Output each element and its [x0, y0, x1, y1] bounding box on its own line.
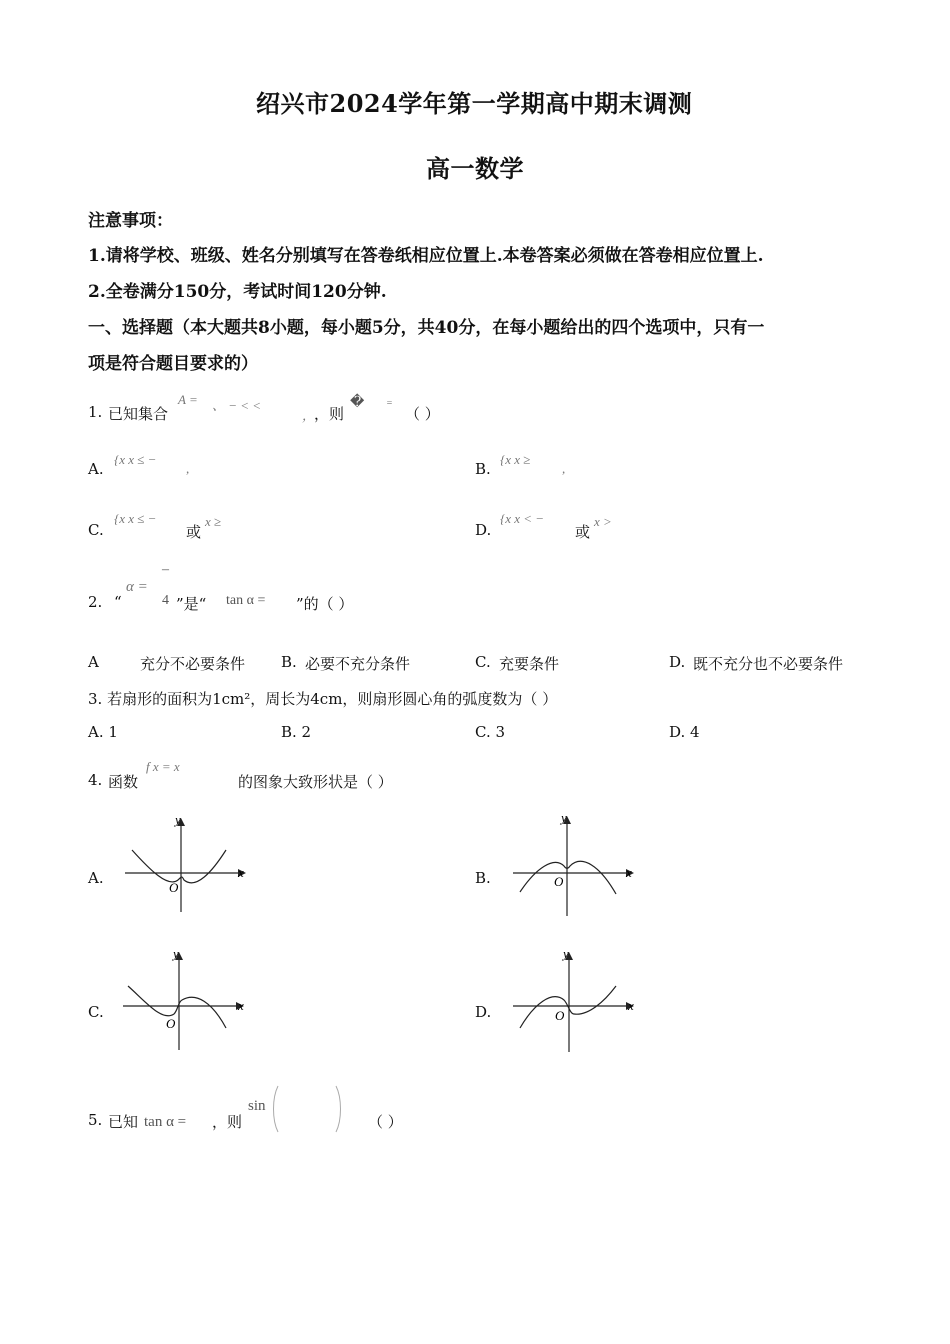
origin-label: O	[554, 874, 564, 889]
q1-opt-c-math-2: x ≥	[205, 514, 222, 529]
axis-label-x: x	[626, 865, 632, 880]
origin-label: O	[555, 1008, 565, 1023]
axis-label-x: x	[628, 998, 634, 1013]
q2-tail: ”的（ ）	[296, 595, 354, 613]
q1-opt-a-label: A.	[88, 460, 104, 478]
q1-opt-c-label: C.	[88, 521, 104, 539]
q1-math-set-a: A =	[178, 392, 198, 407]
page-title: 绍兴市2024学年第一学期高中期末调测	[256, 89, 693, 118]
q4-text-a: 函数	[108, 773, 139, 791]
notes-heading: 注意事项：	[88, 211, 173, 231]
curve	[520, 861, 616, 894]
q2-opt-a-label: A	[88, 653, 99, 671]
q3-opt-d: D. 4	[669, 723, 700, 741]
q1-text-b: ，则	[314, 405, 345, 423]
q1-paren: （ ）	[405, 405, 440, 423]
axis-label-y: y	[561, 810, 567, 825]
q2-opt-c-label: C.	[475, 653, 491, 671]
q4-math: f x = x	[146, 759, 180, 774]
q2-opt-c: 充要条件	[499, 655, 560, 673]
q1-opt-b-tail: ,	[562, 461, 566, 476]
q1-number: 1.	[88, 403, 103, 421]
q4-graph-a	[120, 810, 255, 920]
q2-opt-d-label: D.	[669, 653, 686, 671]
q1-opt-a-tail: ,	[186, 461, 190, 476]
q1-opt-d-label: D.	[475, 521, 492, 539]
q5-tan-expr: tan α =	[144, 1114, 187, 1130]
q1-math-comma: ，	[302, 408, 316, 423]
axis-label-y: y	[175, 812, 181, 827]
q1-math-complement: �	[350, 395, 365, 410]
page-subtitle: 高一数学	[426, 154, 524, 183]
q1-opt-d-math-1: {x x < −	[500, 511, 545, 526]
q1-opt-b-label: B.	[475, 460, 491, 478]
q2-tan-expr: tan α =	[226, 593, 266, 608]
q1-opt-b-math: {x x ≥	[500, 452, 531, 467]
origin-label: O	[169, 880, 179, 895]
section-heading-line1: 一、选择题（本大题共8小题，每小题5分，共40分，在每小题给出的四个选项中，只有一	[88, 318, 765, 338]
q3-opt-c: C. 3	[475, 723, 506, 741]
q2-middle: ”是“	[176, 595, 207, 613]
q4-opt-d-label: D.	[475, 1003, 492, 1021]
notes-item-1: 1.请将学校、班级、姓名分别填写在答卷纸相应位置上.本卷答案必须做在答卷相应位置上.	[88, 246, 764, 266]
q1-opt-d-math-2: x >	[594, 514, 612, 529]
q5-text-b: ，则	[212, 1113, 243, 1131]
q1-text-a: 已知集合	[108, 405, 169, 423]
q1-math-set-body: 、 − < <	[212, 398, 262, 413]
q5-sin: sin	[248, 1098, 266, 1114]
curve	[520, 986, 616, 1028]
q4-number: 4.	[88, 771, 103, 789]
q4-graph-b	[508, 810, 643, 920]
q2-opt-d: 既不充分也不必要条件	[693, 655, 844, 673]
q2-alpha-eq: α =	[126, 579, 148, 595]
q2-open-quote: “	[114, 593, 122, 611]
q4-graph-c	[118, 944, 253, 1054]
axis-label-x: x	[238, 998, 244, 1013]
q1-math-eq: =	[386, 398, 393, 409]
q2-opt-b: 必要不充分条件	[305, 655, 411, 673]
q4-opt-a-label: A.	[88, 869, 104, 887]
axis-label-x: x	[238, 865, 244, 880]
q1-opt-a-math: {x x ≤ −	[114, 452, 157, 467]
q1-opt-d-or: 或	[575, 523, 591, 541]
q3-text: 3. 若扇形的面积为1cm²，周长为4cm，则扇形圆心角的弧度数为（ ）	[88, 690, 558, 708]
curve	[132, 850, 226, 883]
q4-graph-d	[508, 944, 643, 1054]
q5-number: 5.	[88, 1111, 103, 1129]
q2-number: 2.	[88, 593, 103, 611]
curve	[128, 986, 226, 1028]
q5-big-parens	[270, 1084, 350, 1134]
q2-opt-a: 充分不必要条件	[140, 655, 246, 673]
q1-opt-c-math-1: {x x ≤ −	[114, 511, 157, 526]
q5-paren: （ ）	[368, 1113, 403, 1131]
q2-frac-den: 4	[162, 593, 169, 608]
q2-opt-b-label: B.	[281, 653, 297, 671]
q1-opt-c-or: 或	[186, 523, 202, 541]
axis-label-y: y	[563, 946, 569, 961]
q3-opt-a: A. 1	[88, 723, 118, 741]
q5-text-a: 已知	[108, 1113, 139, 1131]
notes-item-2: 2.全卷满分150分，考试时间120分钟.	[88, 282, 387, 302]
q4-text-b: 的图象大致形状是（ ）	[238, 773, 393, 791]
q3-opt-b: B. 2	[281, 723, 312, 741]
axis-label-y: y	[173, 946, 179, 961]
origin-label: O	[166, 1016, 176, 1031]
q4-opt-b-label: B.	[475, 869, 491, 887]
section-heading-line2: 项是符合题目要求的）	[88, 354, 258, 374]
q2-frac-bar: –	[162, 562, 169, 577]
q4-opt-c-label: C.	[88, 1003, 104, 1021]
